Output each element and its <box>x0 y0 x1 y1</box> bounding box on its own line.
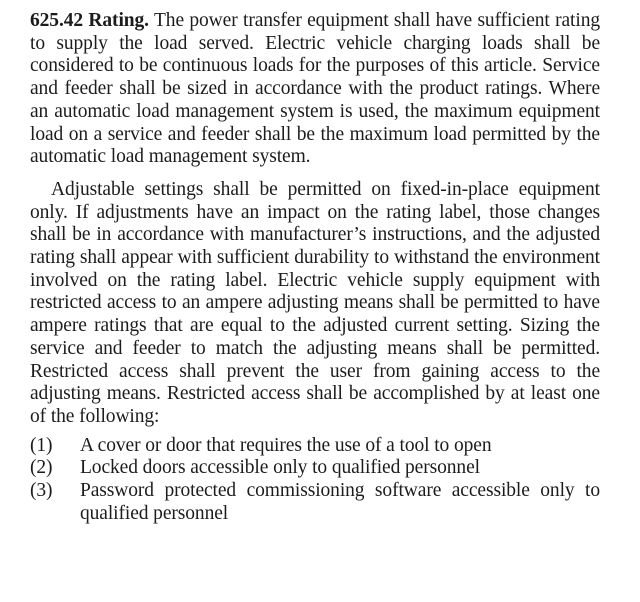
list-item <box>30 480 600 525</box>
list-item <box>30 457 600 480</box>
paragraph-2 <box>30 179 600 429</box>
list-item-text: Locked doors accessible only to qualified personnel <box>80 457 480 479</box>
paragraph-1 <box>30 10 600 169</box>
list-item-number: (2) <box>30 457 53 479</box>
paragraph-1-text: The power transfer equipment shall have sufficient rating to supply the load served. Electric vehicle charging loads shall be considered to be continuous loads for the purposes of this article. Service and feeder shall be sized in accordance with the product ratings. Where an automatic load management system is used, the maximum equipment load on a service and feeder shall be the maximum load permitted by the automatic load management system. <box>30 10 600 168</box>
section-title: Rating. <box>88 10 149 31</box>
section-heading <box>30 10 149 31</box>
section-number: 625.42 <box>30 10 84 31</box>
list-item <box>30 435 600 458</box>
code-section <box>30 10 600 525</box>
list-item-number: (1) <box>30 434 53 456</box>
list-item-text: Password protected commissioning software accessible only to qualified personnel <box>80 480 600 524</box>
list-item-text: A cover or door that requires the use of a tool to open <box>80 434 492 456</box>
list-item-number: (3) <box>30 480 53 502</box>
restricted-access-list <box>30 435 600 526</box>
paragraph-2-text: Adjustable settings shall be permitted on fixed-in-place equipment only. If adjustments have an impact on the rating label, those changes shall be in accordance with manufacturer’s instructions, and the adjusted rating shall appear with sufficient durability to withstand the environment involved on the rating label. Electric vehicle supply equipment with restricted access to an ampere adjusting means shall be permitted to have ampere ratings that are equal to the adjusted current setting. Sizing the service and feeder to match the adjusting means shall be permitted. Restricted access shall prevent the user from gaining access to the adjusting means. Restricted access shall be accomplished by at least one of the following: <box>30 178 600 427</box>
